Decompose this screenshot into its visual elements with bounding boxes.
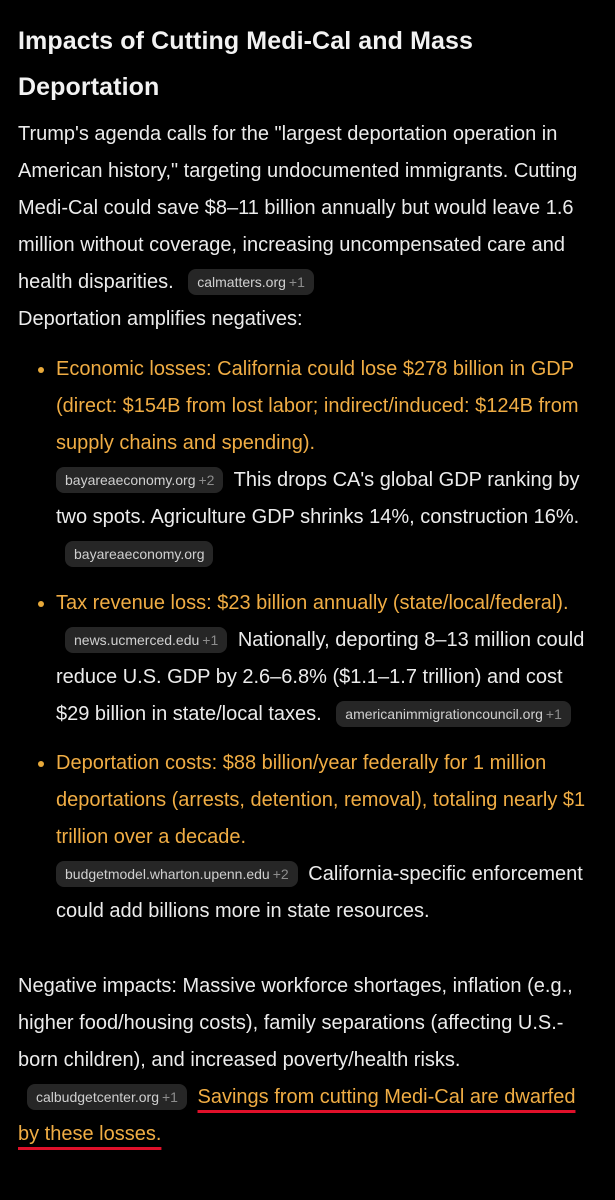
source-chip-calmatters[interactable]: [188, 269, 314, 295]
body-text: Nationally, deporting 8–13 million could reduce U.S. GDP by 2.6–6.8% ($1.1–1.7 trillion) and cost $29 billion in state/local taxes.: [56, 629, 585, 725]
source-chip-label: calmatters.org: [197, 274, 286, 290]
intro-after-text: Deportation amplifies negatives:: [18, 308, 303, 330]
source-chip-count: +1: [545, 706, 562, 722]
source-chip-label: news.ucmerced.edu: [74, 632, 200, 648]
intro-text: Trump's agenda calls for the "largest deportation operation in American history," targeting undocumented immigrants. Cutting Medi-Cal could save $8–11 billion annually but would leave 1.6 million without coverage, increasing uncompensated care and health disparities.: [18, 123, 578, 293]
source-chip-label: calbudgetcenter.org: [36, 1089, 159, 1105]
section-heading: Impacts of Cutting Medi-Cal and Mass Deportation: [18, 27, 474, 101]
source-chip-count: +2: [198, 472, 215, 488]
body-text: California-specific enforcement could add billions more in state resources.: [56, 863, 583, 922]
intro-paragraph: [18, 116, 599, 338]
source-chip-label: bayareaeconomy.org: [65, 472, 196, 488]
list-item-tax-revenue: [56, 585, 599, 733]
source-chip-label: bayareaeconomy.org: [74, 546, 205, 562]
closing-paragraph: [18, 968, 599, 1153]
source-chip-immigrationcouncil[interactable]: [336, 701, 571, 727]
source-chip-wharton[interactable]: [56, 861, 298, 887]
list-item-economic-losses: [56, 351, 599, 573]
source-chip-calbudgetcenter[interactable]: [27, 1084, 187, 1110]
source-chip-label: americanimmigrationcouncil.org: [345, 706, 543, 722]
source-chip-count: +1: [161, 1089, 178, 1105]
list-item-deportation-costs: [56, 745, 599, 930]
source-chip-ucmerced[interactable]: [65, 627, 227, 653]
closing-text: Negative impacts: Massive workforce shortages, inflation (e.g., higher food/housing costs), family separations (affecting U.S.-born children), and increased poverty/health risks.: [18, 975, 573, 1071]
highlighted-text: Tax revenue loss: $23 billion annually (state/local/federal).: [56, 592, 569, 614]
body-text: This drops CA's global GDP ranking by two spots. Agriculture GDP shrinks 14%, construction 16%.: [56, 469, 580, 528]
underlined-conclusion: Savings from cutting Medi-Cal are dwarfed by these losses.: [18, 1086, 576, 1145]
source-chip-count: +1: [202, 632, 219, 648]
highlighted-text: Economic losses: California could lose $278 billion in GDP (direct: $154B from lost labor; indirect/induced: $124B from supply chains and spending).: [56, 358, 579, 454]
source-chip-label: budgetmodel.wharton.upenn.edu: [65, 866, 270, 882]
source-chip-bayareaeconomy[interactable]: [56, 467, 223, 493]
highlighted-text: Deportation costs: $88 billion/year federally for 1 million deportations (arrests, detention, removal), totaling nearly $1 trillion over a decade.: [56, 752, 586, 848]
source-chip-count: +1: [288, 274, 305, 290]
source-chip-bayareaeconomy-2[interactable]: [65, 541, 213, 567]
impacts-list: [18, 351, 599, 930]
source-chip-count: +2: [272, 866, 289, 882]
